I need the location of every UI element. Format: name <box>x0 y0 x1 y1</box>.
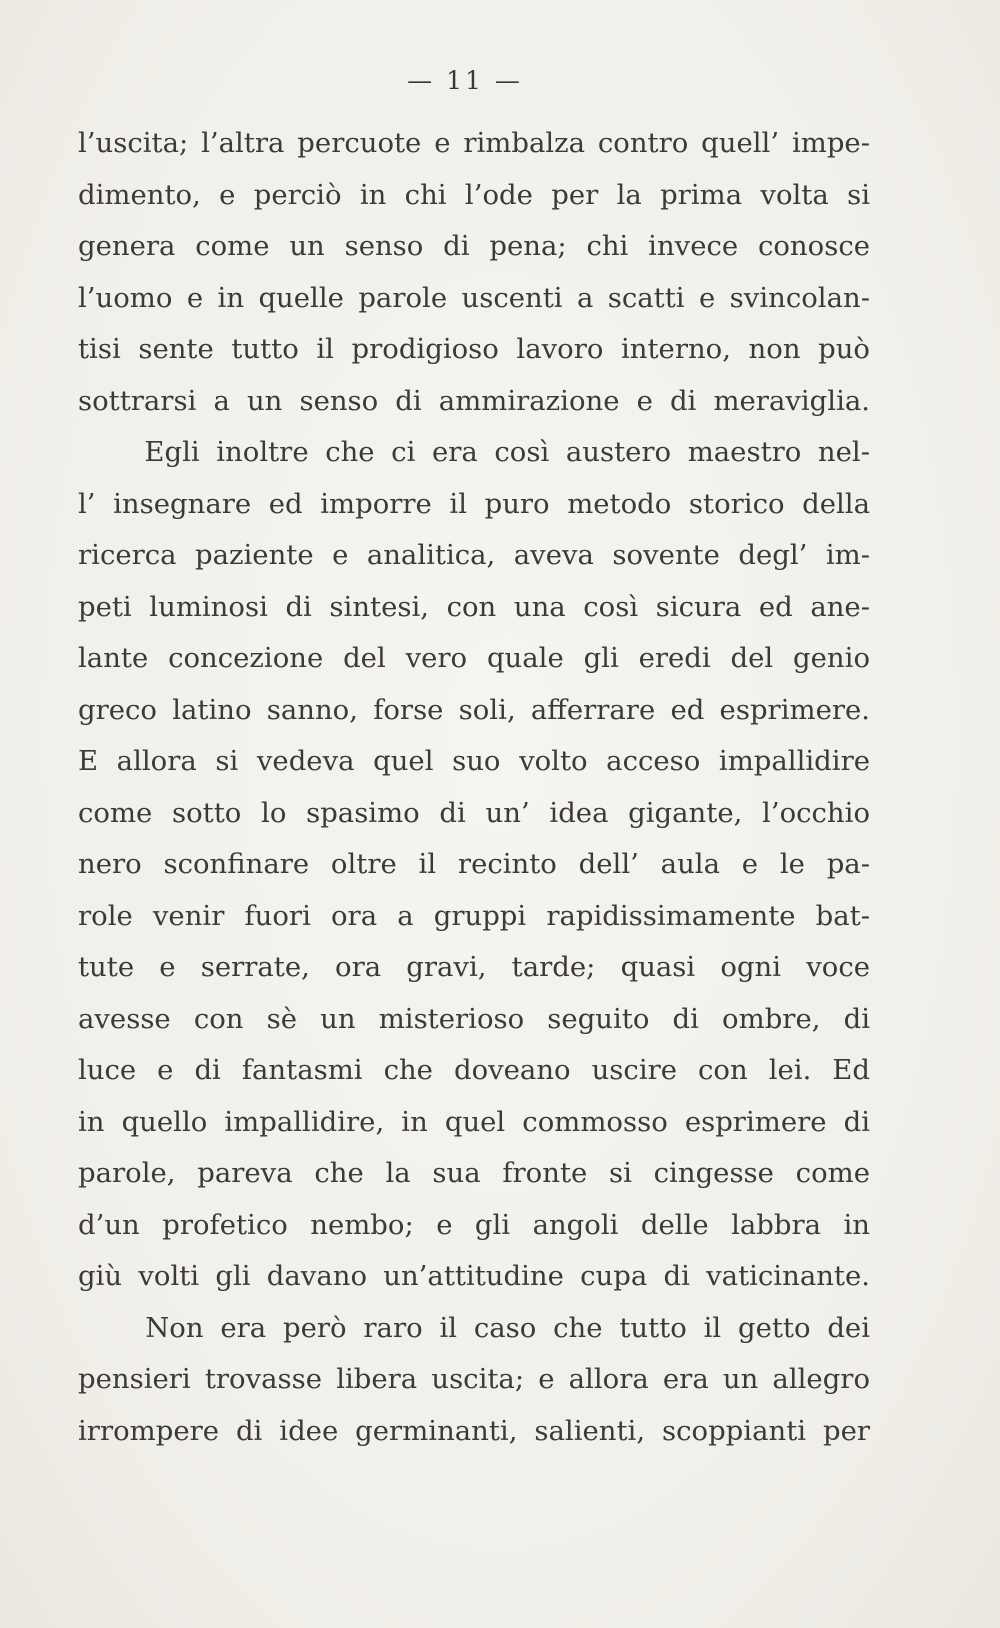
text-line: lante concezione del vero quale gli eredi del genio <box>78 642 870 674</box>
text-line: irrompere di idee germinanti, salienti, scoppianti per <box>78 1414 870 1447</box>
text-line: tisi sente tutto il prodigioso lavoro interno, non può <box>78 333 870 365</box>
text-line: d’un profetico nembo; e gli angoli delle labbra in <box>78 1208 870 1241</box>
text-line: ricerca paziente e analitica, aveva sovente degl’ im- <box>78 539 870 571</box>
body-text <box>78 118 870 1457</box>
text-line: l’uscita; l’altra percuote e rimbalza contro quell’ impe- <box>78 127 870 159</box>
text-line: genera come un senso di pena; chi invece conosce <box>78 230 870 262</box>
text-line: E allora si vedeva quel suo volto acceso impallidire <box>78 745 870 777</box>
text-line: dimento, e perciò in chi l’ode per la prima volta si <box>78 178 870 211</box>
text-line: pensieri trovasse libera uscita; e allora era un allegro <box>78 1363 870 1395</box>
page-number: — 11 — <box>407 66 523 95</box>
text-line: Non era però raro il caso che tutto il getto dei <box>78 1311 870 1344</box>
text-line: peti luminosi di sintesi, con una così sicura ed ane- <box>78 590 870 623</box>
text-line: role venir fuori ora a gruppi rapidissimamente bat- <box>78 899 870 932</box>
text-line: luce e di fantasmi che doveano uscire con lei. Ed <box>78 1054 870 1086</box>
text-line: nero sconfinare oltre il recinto dell’ aula e le pa- <box>78 848 870 880</box>
text-line: l’ insegnare ed imporre il puro metodo storico della <box>78 487 870 520</box>
text-line: parole, pareva che la sua fronte si cingesse come <box>78 1157 870 1189</box>
text-line: Egli inoltre che ci era così austero maestro nel- <box>78 436 870 468</box>
text-line: sottrarsi a un senso di ammirazione e di meraviglia. <box>78 384 870 417</box>
text-line: greco latino sanno, forse soli, afferrare ed esprimere. <box>78 693 870 726</box>
text-line: in quello impallidire, in quel commosso esprimere di <box>78 1105 870 1138</box>
text-line: giù volti gli davano un’attitudine cupa di vaticinante. <box>78 1260 870 1292</box>
text-line: come sotto lo spasimo di un’ idea gigante, l’occhio <box>78 796 870 829</box>
text-line: l’uomo e in quelle parole uscenti a scatti e svincolan- <box>78 281 870 314</box>
text-line: tute e serrate, ora gravi, tarde; quasi ogni voce <box>78 951 870 983</box>
text-line: avesse con sè un misterioso seguito di ombre, di <box>78 1002 870 1035</box>
